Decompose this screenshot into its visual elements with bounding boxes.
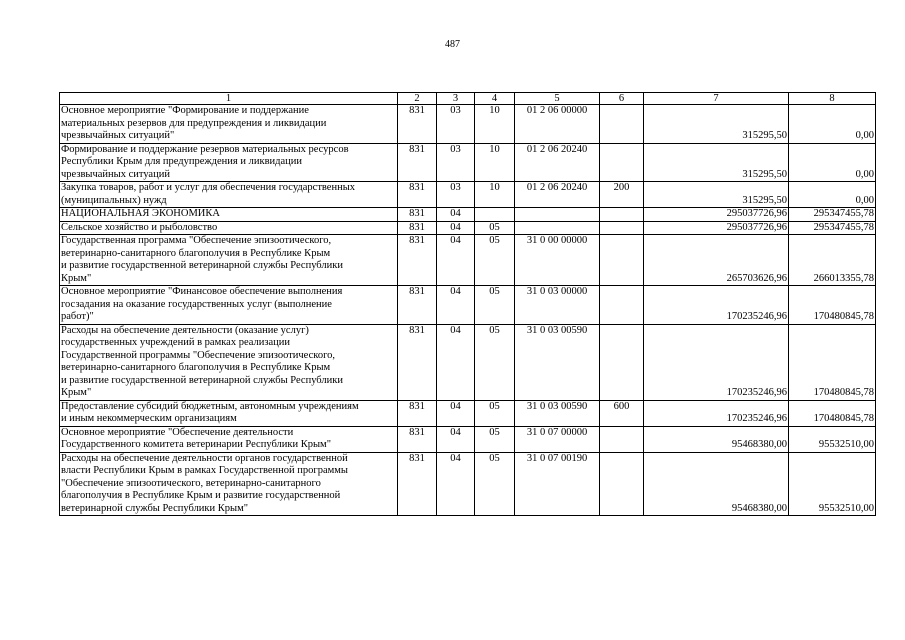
name-line: ветеринарной службы Республики Крым" [61,502,249,514]
name-line: Республики Крым для предупреждения и ликвидации [61,156,303,167]
name-line: госзадания на оказание государственных услуг (выполнение [61,298,332,310]
cell-subsection: 10 [475,105,515,144]
cell-target-article: 31 0 07 00000 [515,426,600,452]
cell-grbs: 831 [398,400,437,426]
cell-amount-1: 315295,50 [644,105,789,144]
cell-name [60,324,398,400]
cell-name [60,400,398,426]
name-line: Государственная программа "Обеспечение эпизоотического, [61,235,332,246]
name-line: Расходы на обеспечение деятельности (оказание услуг) [61,324,309,336]
cell-name [60,235,398,286]
cell-amount-2: 295347455,78 [789,208,876,222]
cell-grbs: 831 [398,452,437,516]
table-row [60,286,876,325]
cell-subsection: 05 [475,426,515,452]
cell-subsection: 05 [475,221,515,235]
name-line: Формирование и поддержание резервов материальных ресурсов [61,143,349,155]
column-number-row [60,93,876,105]
cell-amount-1: 315295,50 [644,143,789,182]
cell-subsection: 05 [475,400,515,426]
name-line: работ)" [61,311,94,322]
column-header: 1 [60,93,398,105]
table-row [60,105,876,144]
cell-expense-type [600,286,644,325]
cell-amount-1: 295037726,96 [644,208,789,222]
cell-amount-2: 0,00 [789,182,876,208]
name-line: "Обеспечение эпизоотического, ветеринарно-санитарного [61,477,321,489]
cell-amount-2: 95532510,00 [789,452,876,516]
cell-name [60,426,398,452]
cell-amount-2: 170480845,78 [789,286,876,325]
cell-expense-type: 600 [600,400,644,426]
name-line: и иным некоммерческим организациям [61,413,237,424]
name-line: и развитие государственной ветеринарной службы Республики [61,260,343,271]
cell-target-article: 31 0 03 00590 [515,324,600,400]
cell-name [60,143,398,182]
cell-target-article: 31 0 03 00590 [515,400,600,426]
name-line: Основное мероприятие "Формирование и поддержание [61,105,309,116]
cell-grbs: 831 [398,286,437,325]
name-line: и развитие государственной ветеринарной службы Республики [61,374,343,386]
name-line: власти Республики Крым в рамках Государственной программы [61,465,348,476]
name-line: Основное мероприятие "Финансовое обеспечение выполнения [61,286,343,297]
name-line: Закупка товаров, работ и услуг для обеспечения государственных [61,182,356,193]
name-line: Государственной программы "Обеспечение эпизоотического, [61,349,336,361]
table-row [60,426,876,452]
cell-target-article: 01 2 06 00000 [515,105,600,144]
cell-section: 04 [437,235,475,286]
name-line: Сельское хозяйство и рыболовство [61,221,218,233]
name-line: (муниципальных) нужд [61,194,167,206]
column-header: 3 [437,93,475,105]
name-line: ветеринарно-санитарного благополучия в Республике Крым [61,247,331,259]
cell-subsection: 10 [475,143,515,182]
name-line: НАЦИОНАЛЬНАЯ ЭКОНОМИКА [61,208,220,219]
name-line: чрезвычайных ситуаций" [61,130,175,141]
cell-name [60,221,398,235]
cell-target-article [515,221,600,235]
cell-expense-type: 200 [600,182,644,208]
cell-expense-type [600,143,644,182]
cell-amount-1: 315295,50 [644,182,789,208]
cell-subsection [475,208,515,222]
cell-amount-1: 95468380,00 [644,426,789,452]
cell-target-article: 31 0 07 00190 [515,452,600,516]
budget-table [59,92,876,516]
cell-target-article: 31 0 03 00000 [515,286,600,325]
cell-grbs: 831 [398,235,437,286]
cell-amount-1: 170235246,96 [644,324,789,400]
cell-subsection: 10 [475,182,515,208]
cell-expense-type [600,235,644,286]
cell-grbs: 831 [398,221,437,235]
cell-amount-2: 170480845,78 [789,400,876,426]
cell-amount-2: 95532510,00 [789,426,876,452]
column-header: 2 [398,93,437,105]
cell-section: 03 [437,182,475,208]
cell-name [60,286,398,325]
cell-amount-2: 295347455,78 [789,221,876,235]
cell-amount-2: 266013355,78 [789,235,876,286]
cell-amount-1: 265703626,96 [644,235,789,286]
cell-grbs: 831 [398,324,437,400]
table-row [60,324,876,400]
cell-expense-type [600,324,644,400]
cell-expense-type [600,452,644,516]
cell-section: 04 [437,426,475,452]
cell-target-article: 01 2 06 20240 [515,182,600,208]
cell-grbs: 831 [398,105,437,144]
cell-expense-type [600,426,644,452]
table-row [60,208,876,222]
cell-name [60,105,398,144]
column-header: 5 [515,93,600,105]
cell-name [60,182,398,208]
cell-amount-2: 0,00 [789,105,876,144]
cell-expense-type [600,105,644,144]
table-row [60,452,876,516]
table-row [60,221,876,235]
column-header: 6 [600,93,644,105]
name-line: материальных резервов для предупреждения и ликвидации [61,117,327,129]
name-line: чрезвычайных ситуаций [61,168,170,180]
cell-section: 04 [437,221,475,235]
cell-grbs: 831 [398,143,437,182]
cell-subsection: 05 [475,235,515,286]
table-row [60,235,876,286]
cell-target-article [515,208,600,222]
cell-amount-1: 170235246,96 [644,400,789,426]
cell-section: 03 [437,143,475,182]
cell-amount-1: 95468380,00 [644,452,789,516]
cell-section: 03 [437,105,475,144]
cell-name [60,452,398,516]
name-line: ветеринарно-санитарного благополучия в Республике Крым [61,362,331,373]
name-line: Предоставление субсидий бюджетным, автономным учреждениям [61,400,359,412]
table-row [60,400,876,426]
name-line: государственных учреждений в рамках реализации [61,337,291,348]
cell-subsection: 05 [475,286,515,325]
cell-amount-1: 170235246,96 [644,286,789,325]
name-line: Расходы на обеспечение деятельности органов государственной [61,452,348,464]
page-number: 487 [445,39,460,50]
cell-subsection: 05 [475,324,515,400]
column-header: 8 [789,93,876,105]
cell-grbs: 831 [398,208,437,222]
name-line: Крым" [61,272,92,284]
cell-amount-1: 295037726,96 [644,221,789,235]
cell-grbs: 831 [398,182,437,208]
cell-target-article: 01 2 06 20240 [515,143,600,182]
cell-section: 04 [437,208,475,222]
cell-expense-type [600,221,644,235]
cell-grbs: 831 [398,426,437,452]
cell-section: 04 [437,286,475,325]
name-line: благополучия в Республике Крым и развитие государственной [61,490,341,501]
name-line: Крым" [61,387,92,398]
column-header: 7 [644,93,789,105]
cell-amount-2: 0,00 [789,143,876,182]
name-line: Государственного комитета ветеринарии Республики Крым" [61,439,331,450]
name-line: Основное мероприятие "Обеспечение деятельности [61,426,294,438]
cell-section: 04 [437,452,475,516]
cell-expense-type [600,208,644,222]
column-header: 4 [475,93,515,105]
cell-target-article: 31 0 00 00000 [515,235,600,286]
cell-subsection: 05 [475,452,515,516]
cell-amount-2: 170480845,78 [789,324,876,400]
table-row [60,182,876,208]
table-row [60,143,876,182]
cell-section: 04 [437,400,475,426]
cell-name [60,208,398,222]
cell-section: 04 [437,324,475,400]
